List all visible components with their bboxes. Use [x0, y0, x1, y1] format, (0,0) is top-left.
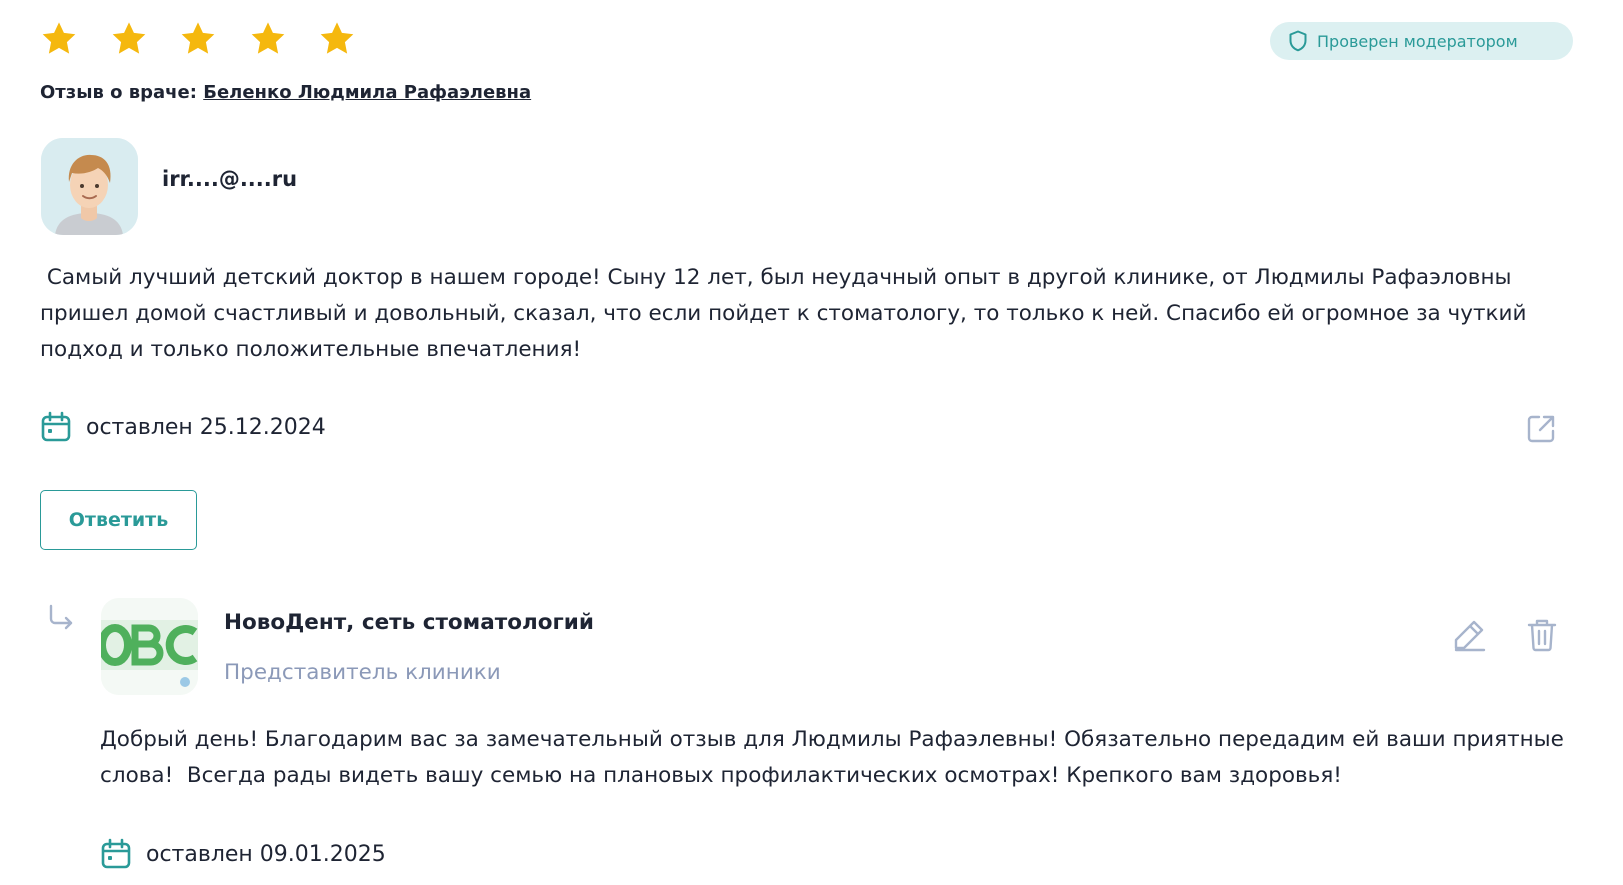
reply-arrow-icon [45, 603, 75, 633]
star-icon [110, 20, 148, 58]
pencil-icon[interactable] [1452, 618, 1486, 652]
reply-button[interactable]: Ответить [40, 490, 197, 550]
rating-stars [40, 20, 388, 58]
moderation-badge-label: Проверен модератором [1317, 31, 1518, 51]
user-avatar-illustration [41, 138, 138, 235]
clinic-reply-date-label: оставлен 09.01.2025 [146, 841, 386, 867]
clinic-logo [101, 598, 198, 695]
star-icon [179, 20, 217, 58]
clinic-name: НовоДент, сеть стоматологий [224, 610, 594, 635]
review-date-label: оставлен 25.12.2024 [86, 414, 326, 440]
calendar-icon [100, 838, 132, 870]
review-date [40, 411, 326, 443]
shield-icon [1288, 30, 1308, 52]
calendar-icon [40, 411, 72, 443]
clinic-role: Представитель клиники [224, 660, 501, 685]
star-icon [249, 20, 287, 58]
star-icon [318, 20, 356, 58]
avatar [41, 138, 138, 235]
star-icon [40, 20, 78, 58]
clinic-reply-date [100, 838, 386, 870]
clinic-logo-image [101, 598, 198, 695]
moderation-badge [1270, 22, 1573, 60]
review-text: Самый лучший детский доктор в нашем городе! Сыну 12 лет, был неудачный опыт в другой клинике, от Людмилы Рафаэловны пришел домой счастливый и довольный, сказал, что если пойдет к стоматологу, то только к ней. Спасибо ей огромное за чуткий подход и только положительные впечатления! [40, 265, 1534, 362]
review-subject [40, 82, 531, 103]
review-subject-label: Отзыв о враче: [40, 82, 197, 103]
doctor-link[interactable]: Беленко Людмила Рафаэлевна [203, 82, 532, 103]
review-author: irr....@....ru [162, 167, 298, 191]
trash-icon[interactable] [1527, 618, 1557, 652]
external-link-icon[interactable] [1525, 413, 1557, 445]
clinic-reply-text: Добрый день! Благодарим вас за замечательный отзыв для Людмилы Рафаэлевны! Обязательно передадим ей ваши приятные слова! Всегда рады видеть вашу семью на плановых профилактических осмотрах! Крепкого вам здоровья! [100, 727, 1571, 788]
